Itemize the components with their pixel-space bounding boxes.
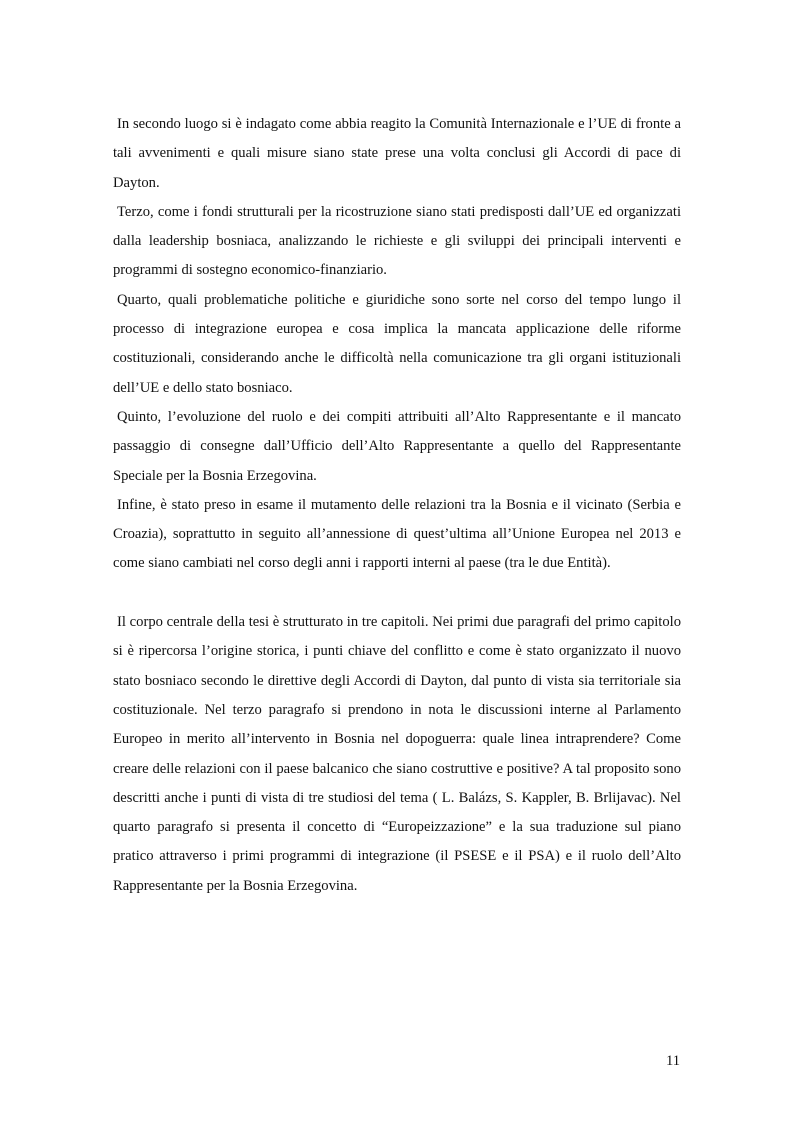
paragraph-third-point: Terzo, come i fondi strutturali per la ricostruzione siano stati predisposti dall’UE ed organizzati dalla leadership bosniaca, analizzando le richieste e gli sviluppi dei principali interventi e programmi di sostegno economico-finanziario. <box>113 203 681 279</box>
paragraph-fourth-point: Quarto, quali problematiche politiche e giuridiche sono sorte nel corso del tempo lungo il processo di integrazione europea e cosa implica la mancata applicazione delle riforme costituzionali, considerando anche le difficoltà nella comunicazione tra gli organi istituzionali dell’UE e dello stato bosniaco. <box>113 291 681 396</box>
paragraph-second-point: In secondo luogo si è indagato come abbia reagito la Comunità Internazionale e l’UE di fronte a tali avvenimenti e quali misure siano state prese una volta conclusi gli Accordi di pace di Dayton. <box>113 116 681 191</box>
paragraph-fifth-point: Quinto, l’evoluzione del ruolo e dei compiti attribuiti all’Alto Rappresentante e il mancato passaggio di consegne dall’Ufficio dell’Alto Rappresentante a quello del Rappresentante Speciale per la Bosnia Erzegovina. <box>113 408 681 484</box>
paragraph-spacer <box>113 579 681 608</box>
paragraph-thesis-structure: Il corpo centrale della tesi è strutturato in tre capitoli. Nei primi due paragrafi del primo capitolo si è ripercorsa l’origine storica, i punti chiave del conflitto e come è stato organizzato il nuovo stato bosniaco secondo le direttive degli Accordi di Dayton, dal punto di vista sia territoriale sia costituzionale. Nel terzo paragrafo si prendono in nota le discussioni interne al Parlamento Europeo in merito all’intervento in Bosnia nel dopoguerra: quale linea intraprendere? Come creare delle relazioni con il paese balcanico che siano costruttive e positive? A tal proposito sono descritti anche i punti di vista di tre studiosi del tema ( L. Balázs, S. Kappler, B. Brlijavac). Nel quarto paragrafo si presenta il concetto di “Europeizzazione” e la sua traduzione sul piano pratico attraverso i primi programmi di integrazione (il PSESE e il PSA) e il ruolo dell’Alto Rappresentante per la Bosnia Erzegovina. <box>113 614 681 894</box>
body-text <box>113 110 681 901</box>
page-number: 11 <box>665 1053 680 1069</box>
paragraph-finally-point: Infine, è stato preso in esame il mutamento delle relazioni tra la Bosnia e il vicinato (Serbia e Croazia), soprattutto in seguito all’annessione di quest’ultima all’Unione Europea nel 2013 e come siano cambiati nel corso degli anni i rapporti interni al paese (tra le due Entità). <box>113 496 681 572</box>
